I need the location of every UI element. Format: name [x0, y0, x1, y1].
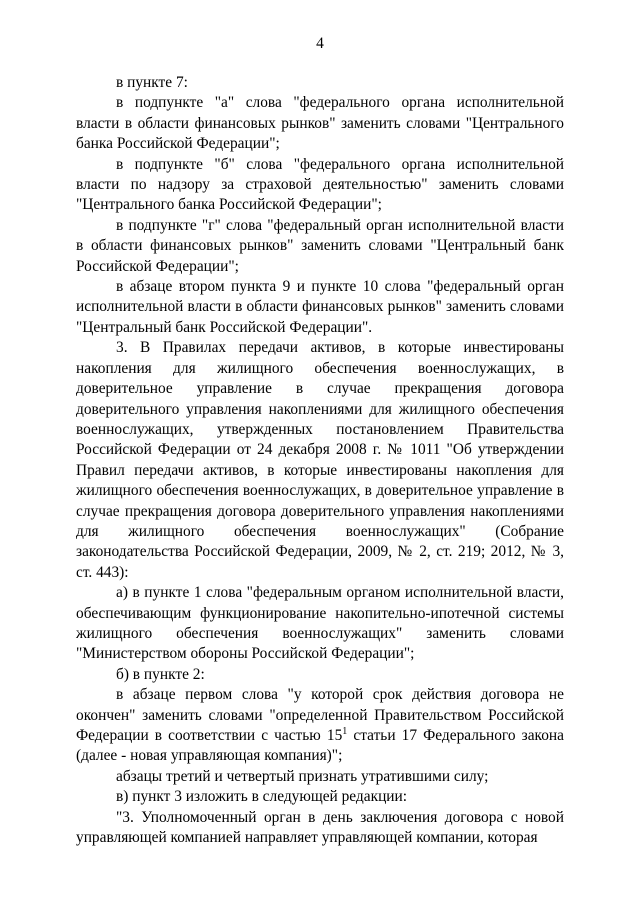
paragraph-abzac-3-4: абзацы третий и четвертый признать утратившими силу;	[116, 767, 489, 785]
paragraph-item-a: а) в пункте 1 слова "федеральным органом исполнительной власти, обеспечивающим функционирование накопительно-ипотечной системы жилищного обеспечения военнослужащих" заменить словами "Министерством обороны Российской Федерации";	[76, 584, 564, 663]
paragraph-subpoint-g: в подпункте "г" слова "федеральный орган исполнительной власти в области финансовых рынков" заменить словами "Центральный банк Российской Федерации";	[76, 216, 564, 275]
paragraph-first-abzac-text: в абзаце первом слова "у которой срок действия договора не окончен" заменить словами "определенной Правительством Российской Федерации в соответствии с частью 15	[76, 686, 564, 744]
page-number: 4	[316, 35, 324, 52]
paragraph-subpoint-b: в подпункте "б" слова "федерального органа исполнительной власти по надзору за страховой деятельностью" заменить словами "Центрального банка Российской Федерации";	[76, 155, 564, 214]
paragraph-first-abzac-text-end: статьи 17 Федерального закона (далее - новая управляющая компания)";	[76, 727, 564, 765]
paragraph-point-9-10: в абзаце втором пункта 9 и пункте 10 слова "федеральный орган исполнительной власти в области финансовых рынков" заменить словами "Центральный банк Российской Федерации".	[76, 278, 564, 336]
paragraph-item-3-rules: 3. В Правилах передачи активов, в которые инвестированы накопления для жилищного обеспечения военнослужащих, в доверительное управление в случае прекращения договора доверительного управления накоплениями для жилищного обеспечения военнослужащих, утвержденных постановлением Правительства Российской Федерации от 24 декабря 2008 г. № 1011 "Об утверждении Правил передачи активов, в которые инвестированы накопления для жилищного обеспечения военнослужащих, в доверительное управление в случае прекращения договора доверительного управления накоплениями для жилищного обеспечения военнослужащих" (Собрание законодательства Российской Федерации, 2009, № 2, ст. 219; 2012, № 3, ст. 443):	[76, 339, 564, 581]
paragraph-first-abzac	[76, 685, 564, 767]
paragraph-subpoint-a: в подпункте "а" слова "федерального органа исполнительной власти в области финансовых рынков" заменить словами "Центрального банка Российской Федерации";	[76, 94, 564, 153]
paragraph-new-point-3: "3. Уполномоченный орган в день заключения договора с новой управляющей компанией направляет управляющей компании, которая	[76, 808, 564, 847]
paragraph-item-b: б) в пункте 2:	[116, 665, 205, 683]
paragraph-item-v: в) пункт 3 изложить в следующей редакции:	[116, 788, 408, 806]
superscript-mark: 1	[342, 725, 348, 737]
paragraph-point-7: в пункте 7:	[116, 74, 188, 91]
document-body	[76, 73, 564, 848]
